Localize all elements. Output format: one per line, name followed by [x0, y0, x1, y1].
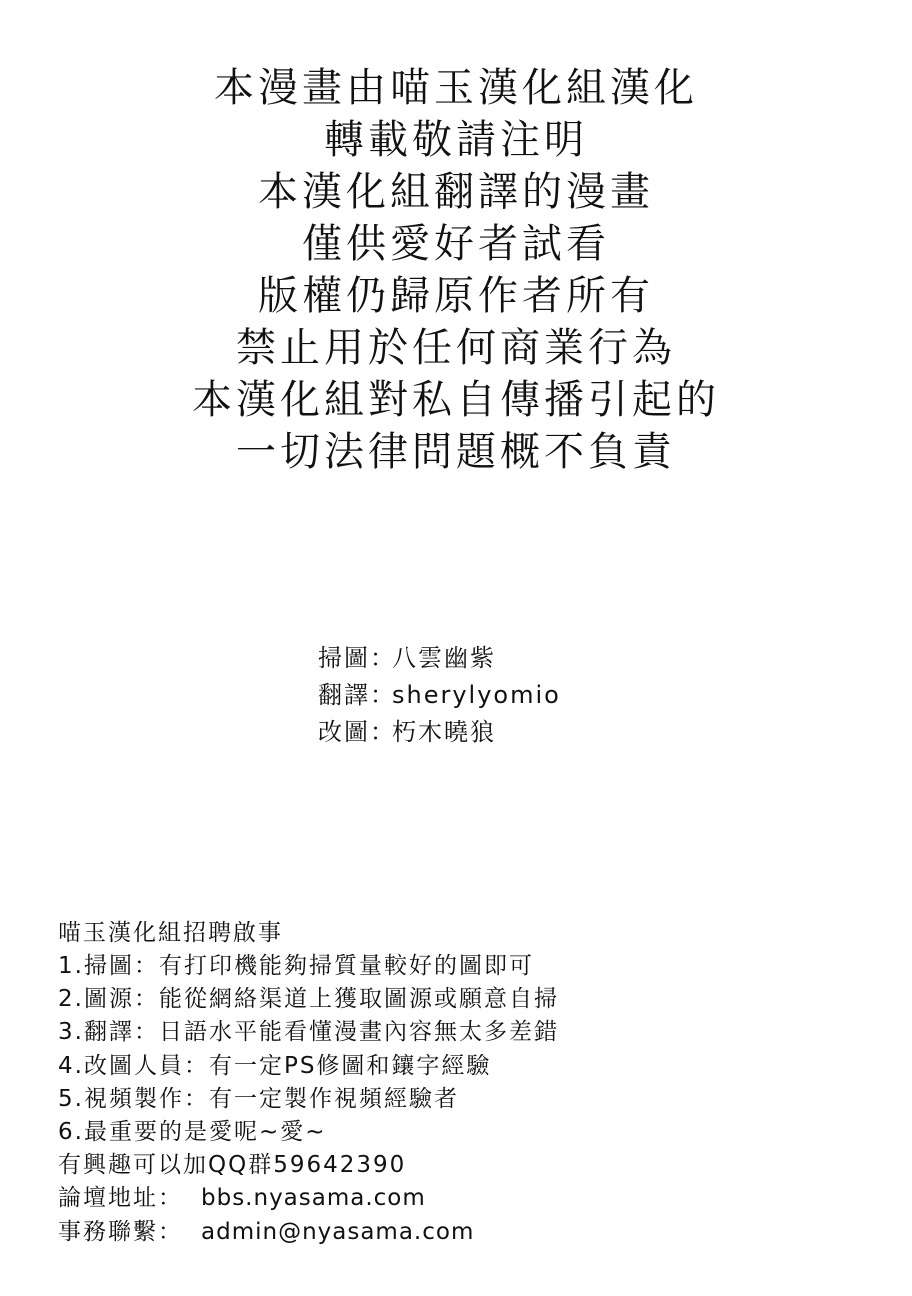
recruitment-item: 4.改圖人員：有一定PS修圖和鑲字經驗 — [58, 1052, 492, 1079]
contact-email: admin@nyasama.com — [201, 1218, 475, 1245]
disclaimer-line: 一切法律問題概不負責 — [236, 429, 676, 475]
recruitment-item: 6.最重要的是愛呢~愛~ — [58, 1118, 327, 1145]
disclaimer-line: 本漫畫由喵玉漢化組漢化 — [214, 65, 698, 111]
qq-group-line: 有興趣可以加QQ群59642390 — [58, 1152, 407, 1179]
credit-separator: ： — [370, 644, 394, 672]
disclaimer-line: 本漢化組對私自傳播引起的 — [192, 377, 720, 423]
disclaimer-line: 本漢化組翻譯的漫畫 — [258, 169, 654, 215]
contact-label: 事務聯繫： — [58, 1218, 183, 1245]
credit-name: 朽木曉狼 — [392, 718, 496, 746]
forum-url: bbs.nyasama.com — [201, 1185, 426, 1212]
credit-separator: ： — [370, 718, 394, 746]
disclaimer-line: 版權仍歸原作者所有 — [258, 273, 654, 319]
recruitment-item: 3.翻譯：日語水平能看懂漫畫內容無太多差錯 — [58, 1019, 559, 1046]
credit-role: 改圖 — [318, 718, 370, 746]
disclaimer-block — [0, 62, 912, 478]
disclaimer-line: 禁止用於任何商業行為 — [236, 325, 676, 371]
contact-row — [58, 1216, 878, 1249]
credit-role: 翻譯 — [318, 681, 370, 709]
forum-address-row — [58, 1182, 878, 1215]
credits-block — [318, 640, 738, 751]
credit-edit — [318, 714, 738, 751]
credit-name: 八雲幽紫 — [392, 644, 496, 672]
recruitment-item: 1.掃圖：有打印機能夠掃質量較好的圖即可 — [58, 953, 534, 979]
recruitment-item: 5.視頻製作：有一定製作視頻經驗者 — [58, 1085, 459, 1112]
credit-translation — [318, 677, 738, 714]
credit-name: sherylyomio — [392, 681, 561, 709]
disclaimer-line: 僅供愛好者試看 — [302, 221, 610, 267]
credit-scan — [318, 640, 738, 677]
credit-separator: ： — [370, 681, 394, 709]
recruitment-block — [58, 917, 878, 1249]
credit-role: 掃圖 — [318, 644, 370, 672]
forum-label: 論壇地址： — [58, 1185, 183, 1212]
disclaimer-line: 轉載敬請注明 — [324, 117, 588, 163]
recruitment-item: 2.圖源：能從網絡渠道上獲取圖源或願意自掃 — [58, 986, 559, 1013]
recruitment-title: 喵玉漢化組招聘啟事 — [58, 920, 283, 946]
